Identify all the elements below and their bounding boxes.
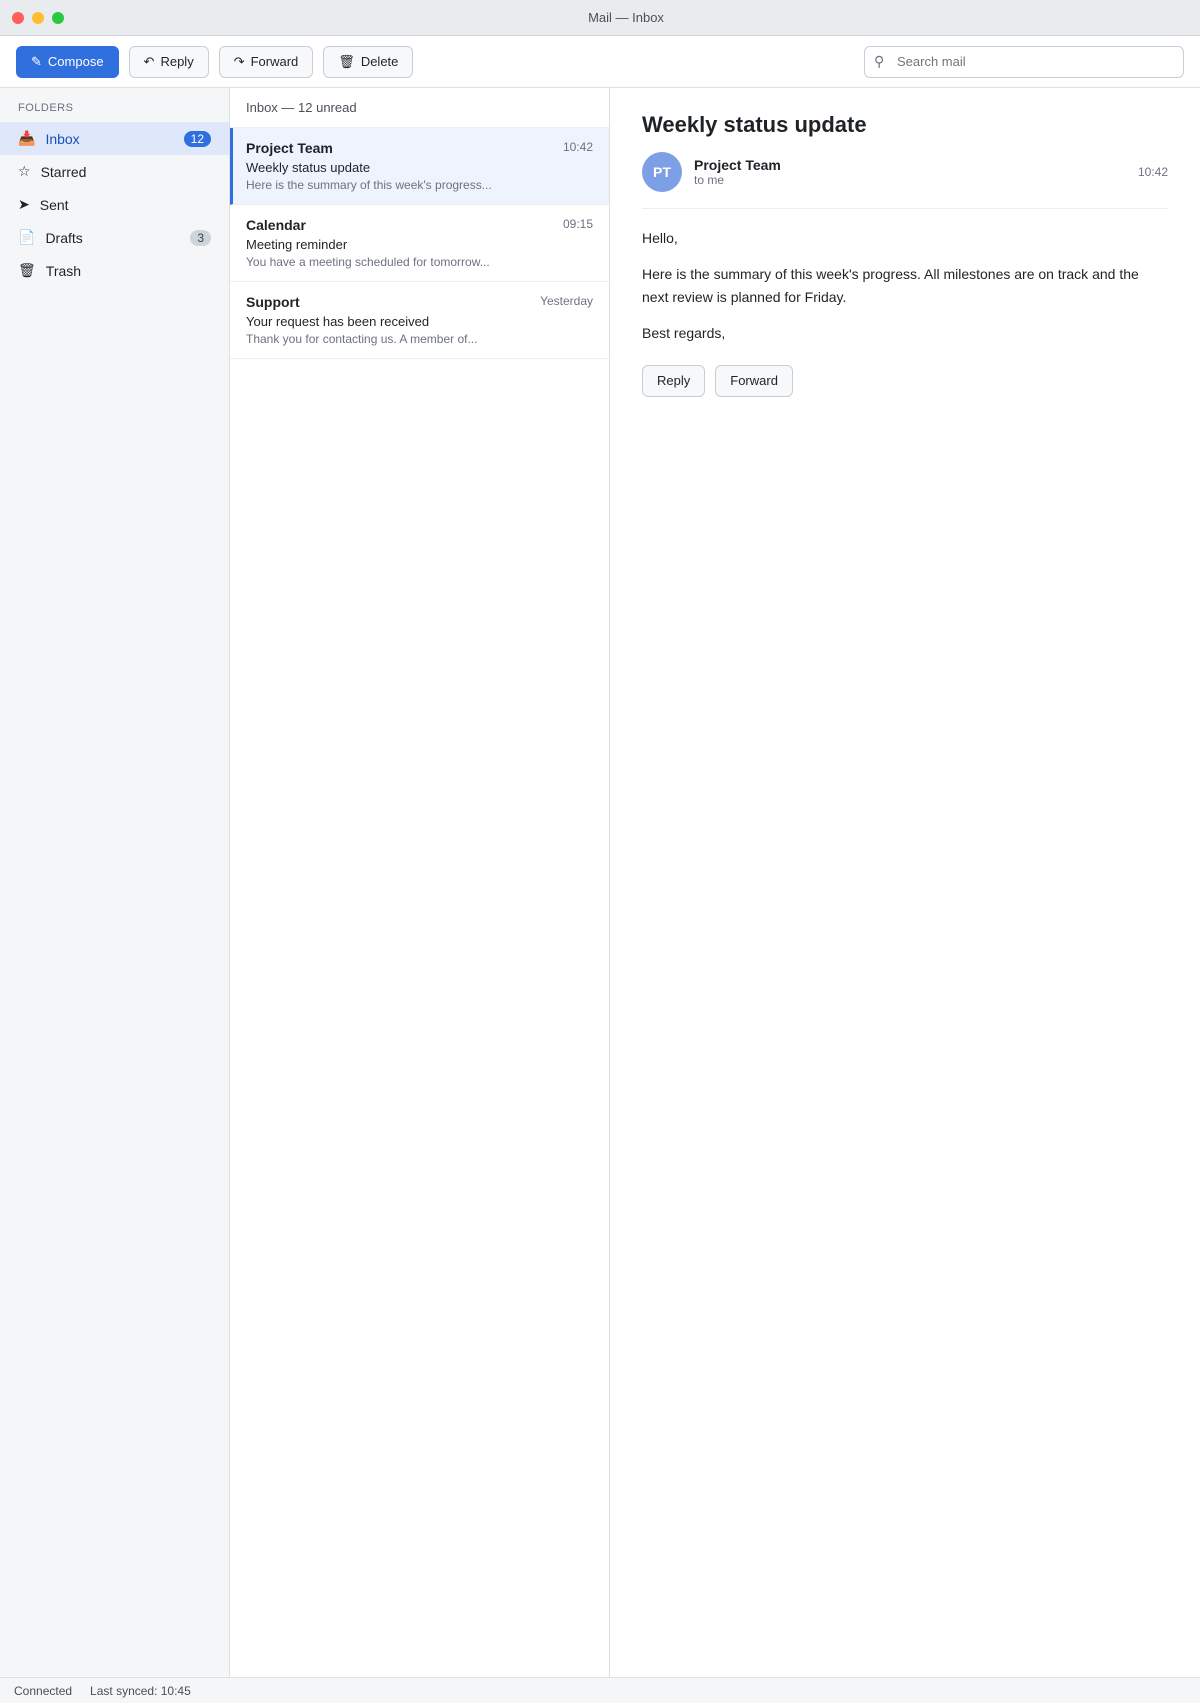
body-paragraph: Here is the summary of this week's progress. All milestones are on track and the next review is planned for Friday. <box>642 266 1139 305</box>
sidebar-heading: FOLDERS <box>18 102 74 114</box>
message-time: 09:15 <box>562 217 593 231</box>
message-list-item[interactable] <box>230 205 609 282</box>
reading-pane <box>610 88 1200 1677</box>
inline-reply-button[interactable]: Reply <box>642 365 705 397</box>
title-bar <box>0 0 1200 36</box>
message-sender: Project Team <box>246 140 333 156</box>
sidebar-item-label: Sent <box>39 196 69 213</box>
sidebar-item-starred[interactable] <box>0 155 229 188</box>
sidebar-item-inbox[interactable] <box>0 122 229 155</box>
message-list-item[interactable] <box>230 128 609 205</box>
message-sender: Support <box>246 294 300 310</box>
search-input[interactable] <box>864 46 1184 78</box>
message-title: Weekly status update <box>642 112 867 137</box>
message-preview: You have a meeting scheduled for tomorrow... <box>246 255 490 269</box>
reply-button[interactable] <box>129 46 209 78</box>
search-box <box>864 46 1184 78</box>
message-subject: Weekly status update <box>246 160 371 175</box>
message-body <box>642 227 1168 345</box>
sidebar-item-label: Inbox <box>45 130 80 147</box>
forward-icon: ↷ <box>233 53 245 69</box>
pencil-icon: ✎ <box>31 53 42 69</box>
send-icon: ➤ <box>18 196 30 212</box>
message-list <box>230 88 610 1677</box>
delete-label: Delete <box>360 54 399 69</box>
recipient-line: to me <box>694 173 725 187</box>
unread-count-badge: 12 <box>184 131 211 147</box>
message-header <box>642 152 1168 209</box>
window-title: Mail — Inbox <box>588 10 664 25</box>
sender-avatar: PT <box>642 152 682 192</box>
body-paragraph: Hello, <box>642 230 678 246</box>
window-controls <box>12 12 64 24</box>
close-window-button[interactable] <box>12 12 24 24</box>
sidebar-item-sent[interactable] <box>0 188 229 221</box>
inline-forward-button[interactable]: Forward <box>715 365 793 397</box>
message-sender: Calendar <box>246 217 306 233</box>
sidebar-item-label: Drafts <box>45 229 83 246</box>
message-list-item[interactable] <box>230 282 609 359</box>
message-preview: Thank you for contacting us. A member of... <box>246 332 478 346</box>
forward-button[interactable] <box>219 46 314 78</box>
compose-label: Compose <box>47 54 104 69</box>
search-icon: ⚲ <box>874 52 885 69</box>
message-time: Yesterday <box>540 294 593 308</box>
toolbar <box>0 36 1200 88</box>
minimize-window-button[interactable] <box>32 12 44 24</box>
trash-icon: 🗑 <box>18 262 36 278</box>
message-time: 10:42 <box>562 140 593 154</box>
sidebar <box>0 88 230 1677</box>
sidebar-item-label: Starred <box>40 163 87 180</box>
status-bar <box>0 1677 1200 1703</box>
delete-button[interactable] <box>323 46 413 78</box>
compose-button[interactable] <box>16 46 119 78</box>
main-area <box>0 88 1200 1677</box>
trash-icon: 🗑 <box>338 53 355 69</box>
drafts-count-badge: 3 <box>190 230 211 246</box>
maximize-window-button[interactable] <box>52 12 64 24</box>
message-subject: Your request has been received <box>246 314 430 329</box>
message-date: 10:42 <box>1137 165 1168 179</box>
sidebar-item-trash[interactable] <box>0 254 229 287</box>
sync-status: Last synced: 10:45 <box>90 1683 191 1698</box>
reply-actions <box>642 365 1168 397</box>
star-icon: ☆ <box>18 163 31 179</box>
reply-label: Reply <box>160 54 194 69</box>
message-list-header: Inbox — 12 unread <box>230 88 609 128</box>
sidebar-item-label: Trash <box>45 262 82 279</box>
message-preview: Here is the summary of this week's progress... <box>246 178 492 192</box>
body-paragraph: Best regards, <box>642 325 726 342</box>
reply-icon: ↶ <box>143 53 155 69</box>
message-subject: Meeting reminder <box>246 237 348 252</box>
sender-name: Project Team <box>694 157 781 173</box>
draft-icon: 📄 <box>18 229 36 245</box>
forward-label: Forward <box>250 54 299 69</box>
inbox-icon: 📥 <box>18 130 36 146</box>
sidebar-item-drafts[interactable] <box>0 221 229 254</box>
connection-status: Connected <box>14 1683 73 1698</box>
